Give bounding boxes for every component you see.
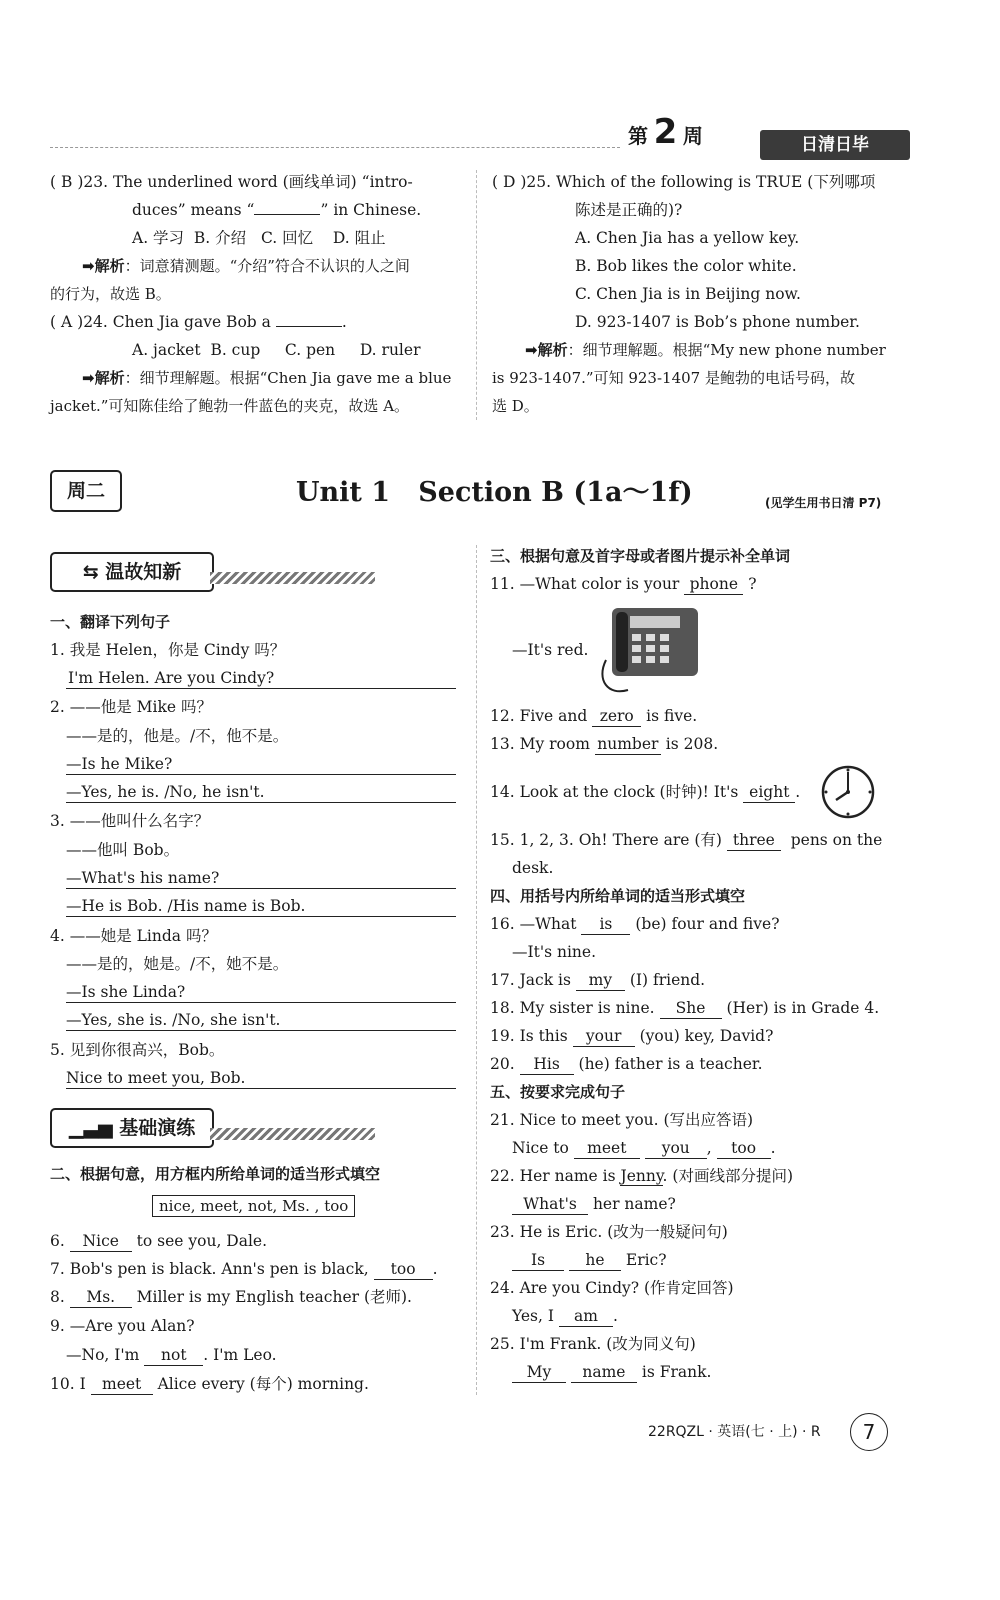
q13: 13. My room number is 208.	[490, 735, 719, 753]
q24-answer-b: Yes, I am .	[512, 1307, 618, 1325]
q23-options: A. 学习 B. 介绍 C. 回忆 D. 阻止	[132, 229, 386, 247]
reference-note: (见学生用书日清 P7)	[765, 496, 882, 510]
q22-answer: What's her name?	[512, 1194, 676, 1215]
q24-stem-b: 24. Are you Cindy? (作肯定回答)	[490, 1279, 734, 1297]
q24-explanation: ➡解析：细节理解题。根据“Chen Jia gave me a blue	[82, 369, 452, 387]
q25-stem-2: 陈述是正确的)?	[575, 201, 683, 219]
q25-option-a: A. Chen Jia has a yellow key.	[575, 229, 800, 247]
column-divider-bottom	[476, 545, 477, 1395]
q16: 16. —What is (be) four and five?	[490, 915, 780, 933]
review-banner: ⇆ 温故知新	[50, 552, 214, 592]
q18-answer: She	[660, 998, 722, 1019]
q10-answer: meet	[91, 1374, 153, 1395]
q10: 10. I meet Alice every (每个) morning.	[50, 1375, 369, 1393]
telephone-icon	[594, 604, 704, 696]
week-banner	[628, 112, 703, 152]
q25-explanation: ➡解析：细节理解题。根据“My new phone number	[525, 341, 886, 359]
q4-chinese-2: ——是的，她是。/不，她不是。	[66, 955, 289, 973]
q21-answer: Nice to meet you , too .	[512, 1139, 776, 1157]
q25-stem: ( D )25. Which of the following is TRUE (下列哪项	[492, 173, 876, 191]
q4-answer-2: —Yes, she is. /No, she isn't.	[66, 1011, 281, 1029]
header-divider	[50, 147, 620, 148]
q16-reply: —It's nine.	[512, 943, 597, 961]
q16-answer: is	[581, 914, 630, 935]
q8-answer: Ms.	[70, 1287, 132, 1308]
page-title: Unit 1 Section B (1a～1f)	[296, 477, 693, 508]
q20-answer: His	[520, 1054, 574, 1075]
q23-stem: ( B )23. The underlined word (画线单词) “intro-	[50, 173, 413, 191]
q5-chinese: 5. 见到你很高兴，Bob。	[50, 1041, 225, 1059]
q24-stem: ( A )24. Chen Jia gave Bob a .	[50, 313, 347, 331]
q11-reply: —It's red.	[512, 641, 589, 659]
q24-options: A. jacket B. cup C. pen D. ruler	[132, 341, 421, 359]
q12-answer: zero	[592, 706, 641, 727]
q17-answer: my	[576, 970, 625, 991]
q9-line1: 9. —Are you Alan?	[50, 1317, 195, 1335]
q7: 7. Bob's pen is black. Ann's pen is black, too .	[50, 1260, 438, 1278]
part3-title: 三、根据句意及首字母或者图片提示补全单词	[490, 547, 791, 565]
part5-title: 五、按要求完成句子	[490, 1083, 626, 1101]
q6: 6. Nice to see you, Dale.	[50, 1232, 268, 1250]
q15: 15. 1, 2, 3. Oh! There are (有) three pens on the	[490, 831, 883, 849]
q3-chinese-2: ——他叫 Bob。	[66, 841, 180, 859]
q17: 17. Jack is my (I) friend.	[490, 971, 706, 989]
review-banner-stripes	[210, 572, 375, 584]
q6-answer: Nice	[70, 1231, 132, 1252]
q22-stem: 22. Her name is Jenny. (对画线部分提问)	[490, 1167, 793, 1185]
q9-answer: not	[144, 1345, 203, 1366]
q15-line2: desk.	[512, 859, 554, 877]
bar-chart-icon: ▁▃▅	[68, 1117, 120, 1139]
q1-answer: I'm Helen. Are you Cindy?	[68, 669, 275, 687]
q9-line2: —No, I'm not . I'm Leo.	[66, 1346, 277, 1364]
q5-answer: Nice to meet you, Bob.	[66, 1069, 246, 1087]
q21-stem: 21. Nice to meet you. (写出应答语)	[490, 1111, 754, 1129]
week-suffix: 周	[682, 124, 703, 148]
q23-answer: B	[61, 173, 73, 191]
q23-explanation-2: 的行为，故选 B。	[50, 285, 171, 303]
week-prefix: 第	[628, 124, 648, 148]
q3-answer-1: —What's his name?	[66, 869, 220, 887]
q25-option-d: D. 923-1407 is Bob’s phone number.	[575, 313, 860, 331]
q14-answer: eight	[743, 782, 795, 803]
q2-chinese-1: 2. ——他是 Mike 吗？	[50, 698, 212, 716]
part4-title: 四、用括号内所给单词的适当形式填空	[490, 887, 746, 905]
q25-explanation-3: 选 D。	[492, 397, 539, 415]
q3-answer-2: —He is Bob. /His name is Bob.	[66, 897, 306, 915]
q24-answer: A	[61, 313, 73, 331]
basic-banner-stripes	[210, 1128, 375, 1140]
week-number: 2	[653, 112, 678, 152]
word-box: nice, meet, not, Ms. , too	[152, 1195, 355, 1217]
q4-chinese-1: 4. ——她是 Linda 吗？	[50, 927, 217, 945]
q2-answer-2: —Yes, he is. /No, he isn't.	[66, 783, 265, 801]
q13-answer: number	[595, 734, 661, 755]
q3-chinese-1: 3. ——他叫什么名字？	[50, 812, 210, 830]
q14: 14. Look at the clock (时钟)! It's eight .	[490, 783, 801, 801]
q24-explanation-2: jacket.”可知陈佳给了鲍勃一件蓝色的夹克，故选 A。	[50, 397, 410, 415]
q15-answer: three	[727, 830, 781, 851]
clock-icon	[820, 764, 876, 820]
q19: 19. Is this your (you) key, David?	[490, 1027, 774, 1045]
q11: 11. —What color is your phone ?	[490, 575, 757, 593]
column-divider-top	[476, 170, 477, 420]
q23-stem-2: duces” means “ ” in Chinese.	[132, 201, 422, 219]
q25-stem-b: 25. I'm Frank. (改为同义句)	[490, 1335, 696, 1353]
q20: 20. His (he) father is a teacher.	[490, 1055, 763, 1073]
book-code: 22RQZL · 英语(七 · 上) · R	[648, 1424, 821, 1440]
part2-title: 二、根据句意，用方框内所给单词的适当形式填空	[50, 1165, 381, 1183]
day-tag: 周二	[50, 470, 122, 512]
part1-title: 一、翻译下列句子	[50, 613, 171, 631]
q2-answer-1: —Is he Mike?	[66, 755, 173, 773]
q25-explanation-2: is 923-1407.”可知 923-1407 是鲍勃的电话号码，故	[492, 369, 855, 387]
daily-tag: 日清日毕	[760, 130, 910, 160]
q8: 8. Ms. Miller is my English teacher (老师).	[50, 1288, 412, 1306]
q25-answer: D	[503, 173, 516, 191]
q23-explanation: ➡解析：词意猜测题。“介绍”符合不认识的人之间	[82, 257, 410, 275]
page-number: 7	[850, 1413, 888, 1451]
q2-chinese-2: ——是的，他是。/不，他不是。	[66, 727, 289, 745]
swap-arrows-icon: ⇆	[82, 561, 106, 583]
q1-chinese: 1. 我是 Helen，你是 Cindy 吗？	[50, 641, 286, 659]
q4-answer-1: —Is she Linda?	[66, 983, 186, 1001]
q23-stem-b: 23. He is Eric. (改为一般疑问句)	[490, 1223, 728, 1241]
q23-answer-b: Is he Eric?	[512, 1250, 667, 1271]
q11-answer: phone	[684, 574, 743, 595]
q25-option-b: B. Bob likes the color white.	[575, 257, 797, 275]
q25-answer-b: My name is Frank.	[512, 1362, 711, 1383]
q7-answer: too	[374, 1259, 433, 1280]
q25-option-c: C. Chen Jia is in Beijing now.	[575, 285, 801, 303]
q19-answer: your	[573, 1026, 635, 1047]
q18: 18. My sister is nine. She (Her) is in Grade 4.	[490, 999, 880, 1017]
basic-banner: ▁▃▅ 基础演练	[50, 1108, 214, 1148]
q12: 12. Five and zero is five.	[490, 707, 698, 725]
